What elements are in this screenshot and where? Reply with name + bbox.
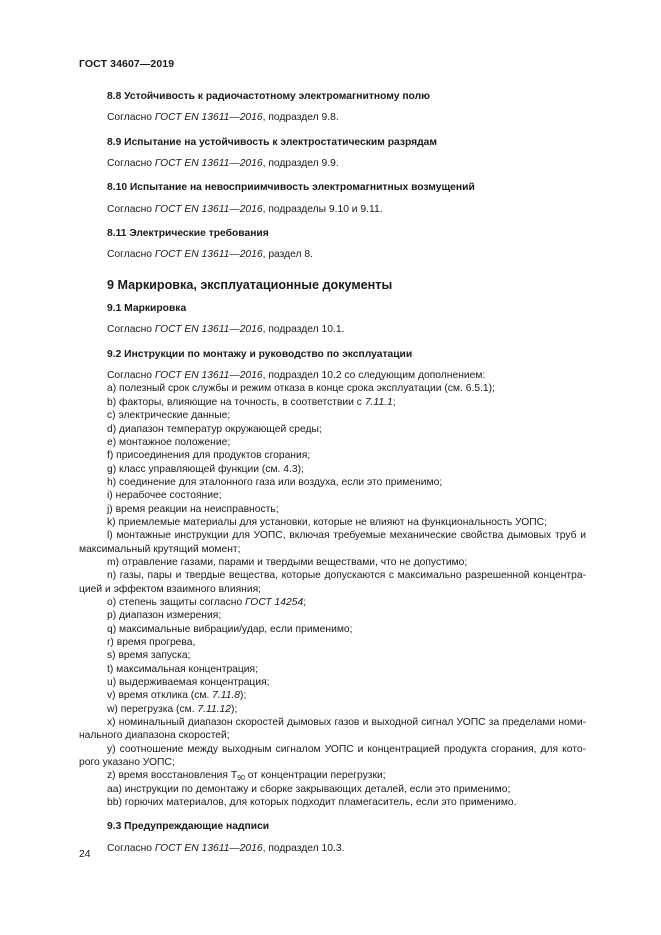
page-content	[79, 90, 586, 855]
text-run: x) номинальный диапазон скоростей дымовых газов и выходной сигнал УОПС за пределами номи-нального диапазона скоростей;	[79, 717, 586, 742]
doc-reference: ГОСТ EN 13611—2016	[154, 324, 263, 336]
text-run: w) перегрузка (см.	[107, 703, 198, 715]
list-item	[79, 382, 586, 395]
text-run: );	[231, 703, 238, 715]
text-run: a) полезный срок службы и режим отказа в конце срока эксплуатации (см. 6.5.1);	[107, 383, 495, 395]
doc-reference: 7.11.1	[364, 396, 393, 408]
list-item	[79, 609, 586, 622]
doc-reference: ГОСТ EN 13611—2016	[154, 158, 263, 170]
text-run: u) выдерживаемая концентрация;	[107, 677, 270, 689]
text-run: bb) горючих материалов, для которых подходит пламегаситель, если это применимо.	[107, 797, 517, 809]
list-intro	[79, 369, 586, 382]
list-item	[79, 569, 586, 596]
list-item	[79, 516, 586, 529]
subsection-heading: 8.10 Испытание на невосприимчивость электромагнитных возмущений	[107, 182, 475, 194]
list-item	[79, 796, 586, 809]
text-run: ;	[392, 396, 396, 408]
doc-reference: ГОСТ EN 13611—2016	[154, 249, 263, 261]
list-item	[79, 449, 586, 462]
list-item	[79, 703, 586, 716]
list-item	[79, 769, 586, 782]
text-run: m) отравление газами, парами и твердыми веществами, что не допустимо;	[107, 556, 468, 568]
text-run: , подраздел 9.9.	[262, 158, 339, 170]
text-run: , подраздел 10.2 со следующим дополнением:	[262, 370, 486, 382]
list-item	[79, 689, 586, 702]
list-item	[79, 649, 586, 662]
list-item	[79, 463, 586, 476]
text-run: b) факторы, влияющие на точность, в соответствии с	[107, 396, 365, 408]
text-run: j) время реакции на неисправность;	[107, 503, 279, 515]
doc-reference: ГОСТ EN 13611—2016	[154, 370, 263, 382]
text-run: e) монтажное положение;	[107, 436, 231, 448]
list-item	[79, 556, 586, 569]
list-item	[79, 396, 586, 409]
subsection-heading: 8.9 Испытание на устойчивость к электростатическим разрядам	[107, 136, 438, 148]
text-run: aa) инструкции по демонтажу и сборке закрывающих деталей, если это применимо;	[107, 783, 511, 795]
text-run: i) нерабочее состояние;	[107, 490, 222, 502]
text-run: ;	[303, 596, 307, 608]
list-item	[79, 636, 586, 649]
reference-paragraph	[79, 203, 586, 216]
subsection-heading: 9.1 Маркировка	[107, 303, 187, 315]
text-run: c) электрические данные;	[107, 410, 231, 422]
text-run: , раздел 8.	[262, 249, 314, 261]
list-item	[79, 743, 586, 770]
reference-paragraph	[79, 323, 586, 336]
text-run: Согласно	[107, 203, 155, 215]
text-run: z) время восстановления T	[107, 770, 238, 782]
text-run: , подраздел 9.8.	[262, 112, 339, 124]
list-item	[79, 716, 586, 743]
subsection-heading: 8.11 Электрические требования	[107, 228, 269, 240]
list-item	[79, 783, 586, 796]
text-run: y) соотношение между выходным сигналом УОПС и концентрацией продукта сгорания, для кото-рого указано УОПС;	[79, 743, 586, 769]
doc-reference: ГОСТ EN 13611—2016	[154, 842, 263, 854]
text-run: d) диапазон температур окружающей среды;	[107, 423, 322, 435]
text-run: o) степень защиты согласно	[107, 596, 246, 608]
doc-reference: ГОСТ 14254	[245, 596, 304, 608]
subscript: 90	[237, 775, 245, 783]
text-run: , подразделы 9.10 и 9.11.	[262, 203, 383, 215]
document-header: ГОСТ 34607—2019	[79, 58, 175, 70]
subsection-heading: 9.2 Инструкции по монтажу и руководство по эксплуатации	[107, 348, 413, 360]
text-run: k) приемлемые материалы для установки, которые не влияют на функциональность УОПС;	[107, 516, 547, 528]
list-item	[79, 623, 586, 636]
list-item	[79, 423, 586, 436]
list-item	[79, 489, 586, 502]
text-run: от концентрации перегрузки;	[244, 770, 386, 782]
text-run: t) максимальная концентрация;	[107, 663, 258, 675]
list-item	[79, 663, 586, 676]
text-run: Согласно	[107, 324, 155, 336]
text-run: Согласно	[107, 842, 155, 854]
reference-paragraph	[79, 842, 586, 855]
section-heading: 9 Маркировка, эксплуатационные документы	[107, 277, 393, 292]
reference-paragraph	[79, 248, 586, 261]
text-run: Согласно	[107, 112, 155, 124]
doc-reference: ГОСТ EN 13611—2016	[154, 203, 263, 215]
text-run: Согласно	[107, 158, 155, 170]
text-run: );	[240, 690, 247, 702]
text-run: n) газы, пары и твердые вещества, которые допускаются с максимально разрешенной концентра-цией и эффектом взаимного влияния;	[79, 570, 586, 595]
doc-reference: ГОСТ EN 13611—2016	[154, 112, 263, 124]
reference-paragraph	[79, 157, 586, 170]
text-run: s) время запуска;	[107, 650, 191, 662]
list-item	[79, 476, 586, 489]
requirements-list	[79, 369, 586, 809]
list-item	[79, 503, 586, 516]
text-run: g) класс управляющей функции (см. 4.3);	[107, 463, 304, 475]
text-run: p) диапазон измерения;	[107, 610, 222, 622]
list-item	[79, 409, 586, 422]
list-item	[79, 529, 586, 556]
text-run: v) время отклика (см.	[107, 690, 213, 702]
text-run: Согласно	[107, 370, 155, 382]
doc-reference: 7.11.12	[197, 703, 232, 715]
subsection-heading: 8.8 Устойчивость к радиочастотному электромагнитному полю	[107, 91, 430, 102]
text-run: h) соединение для эталонного газа или воздуха, если это применимо;	[107, 476, 443, 488]
list-item	[79, 436, 586, 449]
list-item	[79, 596, 586, 609]
doc-reference: 7.11.8	[212, 690, 241, 702]
text-run: r) время прогрева,	[107, 637, 196, 648]
reference-paragraph	[79, 111, 586, 124]
text-run: Согласно	[107, 249, 155, 261]
list-item	[79, 676, 586, 689]
subsection-heading: 9.3 Предупреждающие надписи	[107, 821, 270, 833]
text-run: f) присоединения для продуктов сгорания;	[107, 450, 311, 462]
text-run: l) монтажные инструкции для УОПС, включая требуемые механические свойства дымовых труб и максимальный крутящий момент;	[79, 530, 586, 555]
page-number: 24	[79, 849, 91, 860]
text-run: q) максимальные вибрации/удар, если применимо;	[107, 623, 353, 635]
text-run: , подраздел 10.3.	[262, 842, 345, 854]
text-run: , подраздел 10.1.	[262, 324, 345, 336]
